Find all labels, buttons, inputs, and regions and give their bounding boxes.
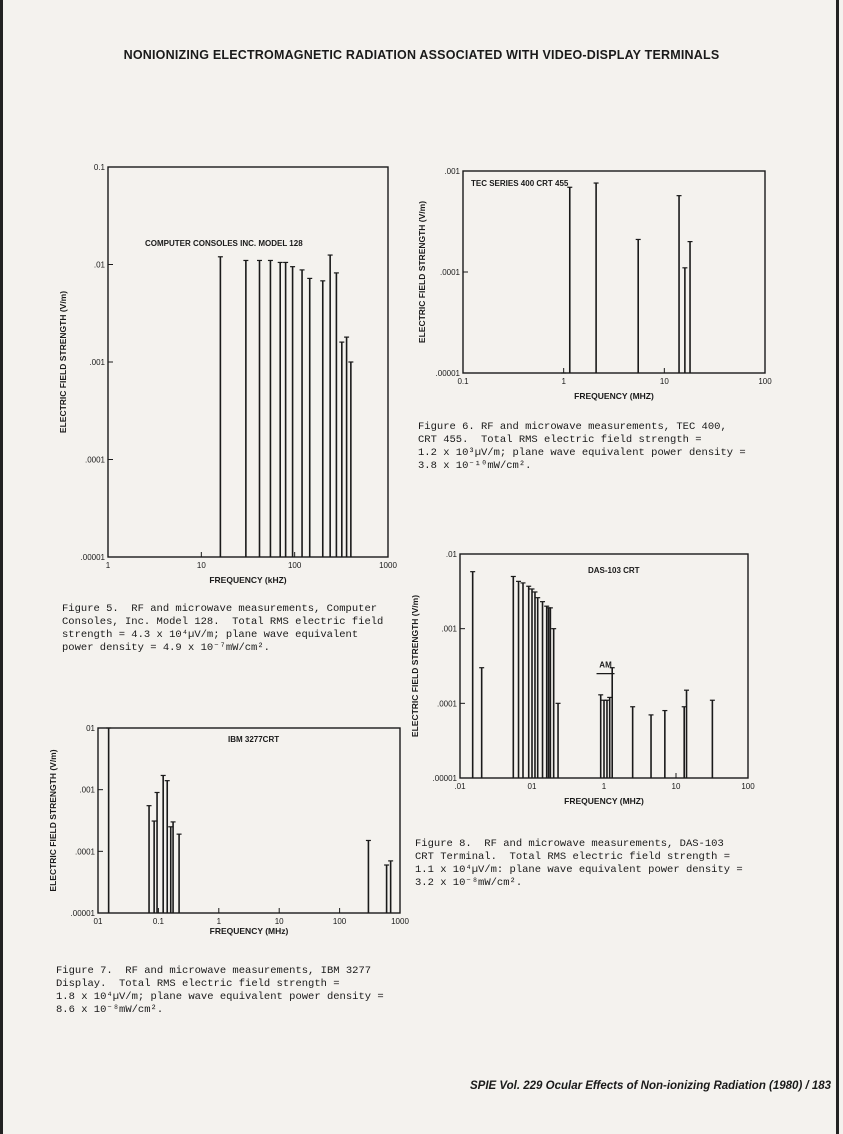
x-tick-label: 10 (274, 917, 284, 926)
y-tick-label: .01 (93, 260, 105, 270)
y-tick-label: .001 (441, 624, 457, 634)
caption-line: Figure 7. RF and microwave measurements, IBM 3277 (56, 965, 372, 977)
caption-line: Figure 6. RF and microwave measurements, TEC 400, (418, 421, 727, 433)
caption-line: 1.8 x 10⁴µV/m; plane wave equivalent power density = (56, 991, 384, 1003)
caption-line: 3.2 x 10⁻⁸mW/cm². (415, 877, 523, 889)
caption-fig8 (415, 838, 743, 890)
caption-line: Figure 8. RF and microwave measurements, DAS-103 (415, 838, 724, 850)
page-footer: SPIE Vol. 229 Ocular Effects of Non-ionizing Radiation (1980) / 183 (470, 1080, 832, 1092)
y-axis-label: ELECTRIC FIELD STRENGTH (V/m) (48, 749, 58, 892)
caption-line: power density = 4.9 x 10⁻⁷mW/cm². (62, 642, 270, 654)
x-tick-label: 100 (287, 561, 302, 570)
x-tick-label: 10 (196, 561, 206, 570)
caption-line: Display. Total RMS electric field strength = (56, 978, 340, 990)
caption-line: 1.1 x 10⁴µV/m: plane wave equivalent power density = (415, 864, 743, 876)
y-axis-label: ELECTRIC FIELD STRENGTH (V/m) (410, 594, 420, 738)
y-tick-label: .0001 (439, 268, 460, 277)
x-tick-label: 1 (601, 782, 607, 791)
x-tick-label: 1 (216, 917, 222, 926)
x-tick-label: 01 (527, 782, 537, 791)
x-tick-label: 1000 (391, 917, 409, 926)
chart-title: COMPUTER CONSOLES INC. MODEL 128 (145, 239, 303, 248)
page-header: NONIONIZING ELECTROMAGNETIC RADIATION ASSOCIATED WITH VIDEO-DISPLAY TERMINALS (123, 48, 720, 62)
x-axis-label: FREQUENCY (kHZ) (209, 575, 287, 585)
y-tick-label: .0001 (84, 455, 105, 465)
x-axis-label: FREQUENCY (MHz) (209, 926, 289, 936)
caption-line: strength = 4.3 x 10⁴µV/m; plane wave equivalent (62, 629, 359, 641)
caption-fig7 (56, 965, 384, 1017)
y-axis-label: ELECTRIC FIELD STRENGTH (V/m) (417, 200, 427, 344)
caption-line: CRT 455. Total RMS electric field strength = (418, 434, 702, 446)
caption-line: 3.8 x 10⁻¹⁰mW/cm². (418, 460, 532, 472)
y-tick-label: .00001 (80, 553, 105, 562)
x-tick-label: 0.1 (152, 917, 164, 926)
caption-line: CRT Terminal. Total RMS electric field strength = (415, 851, 731, 863)
x-tick-label: 10 (671, 782, 681, 791)
y-tick-label: 0.1 (93, 163, 105, 172)
y-tick-label: .01 (445, 550, 457, 559)
x-tick-label: 10 (659, 377, 669, 386)
y-tick-label: .001 (79, 785, 95, 795)
caption-fig5 (62, 603, 383, 655)
y-axis-label: ELECTRIC FIELD STRENGTH (V/m) (58, 290, 68, 434)
caption-fig6 (418, 421, 746, 473)
x-tick-label: 1 (561, 377, 566, 386)
x-tick-label: 1 (105, 561, 111, 570)
y-tick-label: .00001 (435, 369, 460, 378)
x-tick-label: 01 (93, 917, 103, 926)
y-tick-label: .0001 (436, 699, 457, 709)
y-tick-label: 01 (86, 724, 95, 733)
x-axis-label: FREQUENCY (MHZ) (574, 391, 654, 401)
x-tick-label: 1000 (379, 561, 397, 570)
caption-line: Figure 5. RF and microwave measurements, Computer (62, 603, 378, 615)
y-tick-label: .00001 (70, 909, 95, 918)
am-annotation: AM (599, 660, 612, 670)
x-tick-label: 100 (741, 782, 755, 791)
caption-line: 1.2 x 10³µV/m; plane wave equivalent power density = (418, 447, 746, 459)
chart-title: TEC SERIES 400 CRT 455 (471, 179, 569, 188)
x-tick-label: .01 (454, 782, 466, 791)
y-tick-label: .001 (89, 358, 105, 367)
x-tick-label: 100 (332, 917, 347, 926)
chart-title: DAS-103 CRT (588, 566, 640, 575)
chart-title: IBM 3277CRT (228, 735, 280, 744)
x-axis-label: FREQUENCY (MHZ) (564, 796, 644, 806)
caption-line: Consoles, Inc. Model 128. Total RMS electric field (62, 616, 384, 628)
y-tick-label: .0001 (74, 847, 95, 857)
caption-line: 8.6 x 10⁻⁸mW/cm². (56, 1004, 164, 1016)
x-tick-label: 100 (758, 377, 772, 386)
x-tick-label: 0.1 (457, 377, 469, 386)
y-tick-label: .001 (444, 167, 460, 176)
y-tick-label: .00001 (432, 774, 457, 783)
